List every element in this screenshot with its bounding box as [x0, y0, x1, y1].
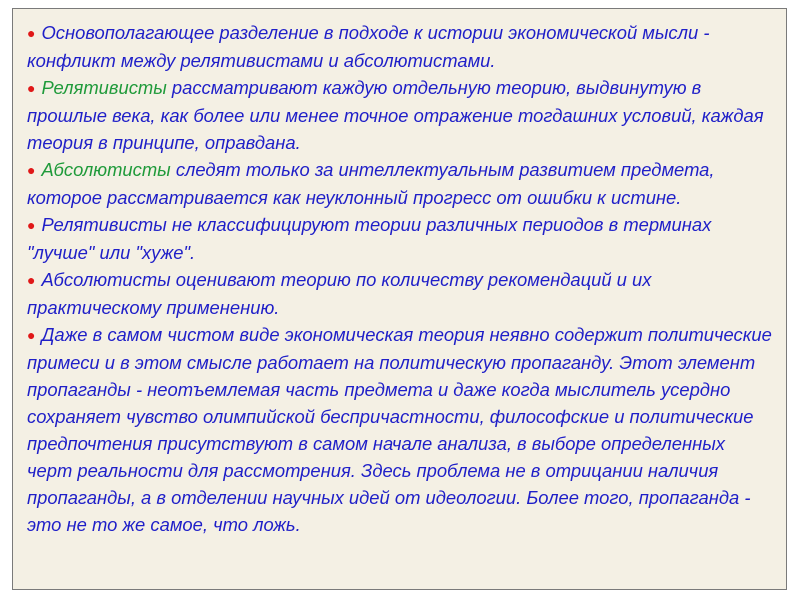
bullet-icon: ●	[27, 217, 36, 233]
paragraph-propaganda	[27, 321, 774, 538]
paragraph-relativists-classification	[27, 211, 774, 266]
paragraph-text: рассматривают каждую отдельную теорию, выдвинутую в прошлые века, как более или менее точное отражение тогдашних условий, каждая теория в принципе, оправдана.	[27, 77, 764, 153]
bullet-icon: ●	[27, 327, 36, 343]
term-relativists: Релятивисты	[41, 77, 167, 98]
paragraph-text: Релятивисты не классифицируют теории различных периодов в терминах "лучше" или "хуже".	[27, 214, 712, 263]
paragraph-text: Абсолютисты оценивают теорию по количеству рекомендаций и их практическому применению.	[27, 269, 652, 318]
term-absolutists: Абсолютисты	[41, 159, 171, 180]
paragraph-main-division	[27, 19, 774, 74]
bullet-icon: ●	[27, 162, 36, 178]
text-box	[12, 8, 787, 590]
paragraph-absolutists-evaluation	[27, 266, 774, 321]
paragraph-relativists	[27, 74, 774, 156]
bullet-icon: ●	[27, 25, 36, 41]
paragraph-absolutists	[27, 156, 774, 211]
bullet-icon: ●	[27, 272, 36, 288]
bullet-icon: ●	[27, 80, 36, 96]
paragraph-text: Основополагающее разделение в подходе к истории экономической мысли - конфликт между релятивистами и абсолютистами.	[27, 22, 710, 71]
paragraph-text: следят только за интеллектуальным развитием предмета, которое рассматривается как неуклонный прогресс от ошибки к истине.	[27, 159, 715, 208]
paragraph-text: Даже в самом чистом виде экономическая теория неявно содержит политические примеси и в этом смысле работает на политическую пропаганду. Этот элемент пропаганды - неотъемлемая часть предмета и даже когда мыслитель усердно сохраняет чувство олимпийской беспричастности, философские и политические предпочтения присутствуют в самом начале анализа, в выборе определенных черт реальности для рассмотрения. Здесь проблема не в отрицании наличия пропаганды, а в отделении научных идей от идеологии. Более того, пропаганда - это не то же самое, что ложь.	[27, 324, 772, 535]
